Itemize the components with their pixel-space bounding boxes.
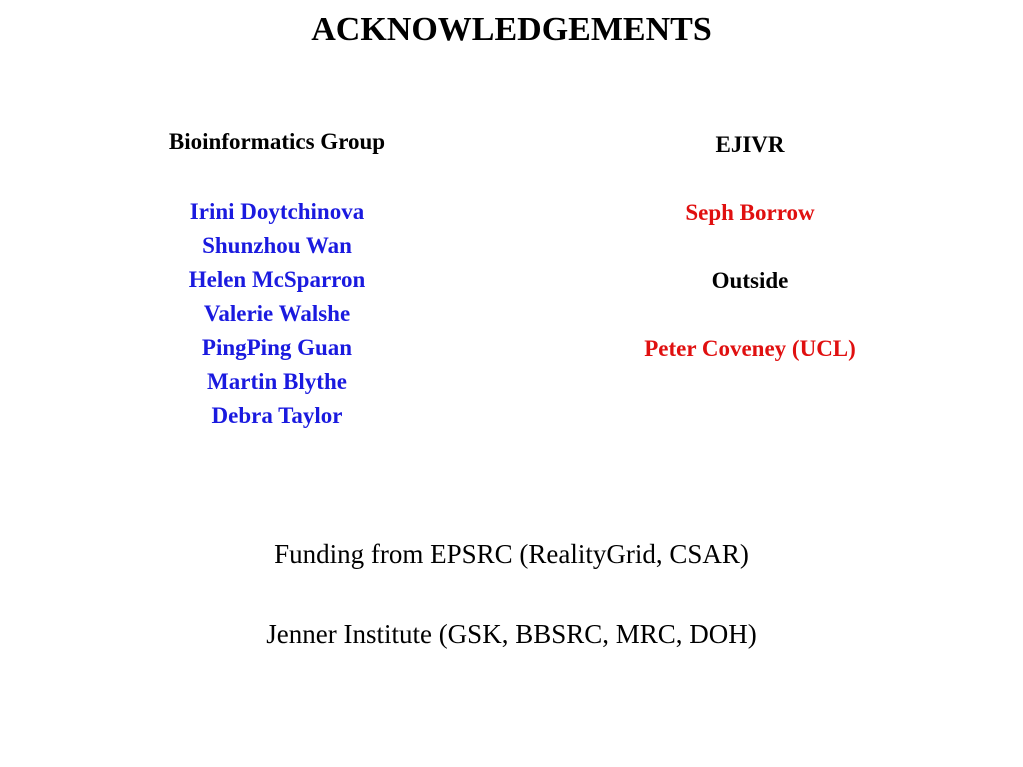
page-title: ACKNOWLEDGEMENTS [311,11,712,48]
list-item: Martin Blythe [207,369,347,394]
list-item: Debra Taylor [211,403,343,428]
bioinformatics-group-heading: Bioinformatics Group [168,129,386,154]
list-item: Helen McSparron [188,267,366,292]
bioinformatics-group-column [127,127,427,433]
ejivr-column [600,130,900,364]
list-item: Irini Doytchinova [189,199,365,224]
ejivr-heading: EJIVR [715,132,785,157]
ejivr-name: Seph Borrow [685,200,815,225]
funding-line-jenner: Jenner Institute (GSK, BBSRC, MRC, DOH) [266,619,757,649]
funding-line-epsrc: Funding from EPSRC (RealityGrid, CSAR) [274,539,749,569]
list-item: PingPing Guan [201,335,353,360]
list-item: Shunzhou Wan [202,233,352,258]
outside-name: Peter Coveney (UCL) [644,336,856,361]
list-item: Valerie Walshe [203,301,351,326]
bioinformatics-names-list [127,195,427,433]
outside-heading: Outside [711,268,789,293]
